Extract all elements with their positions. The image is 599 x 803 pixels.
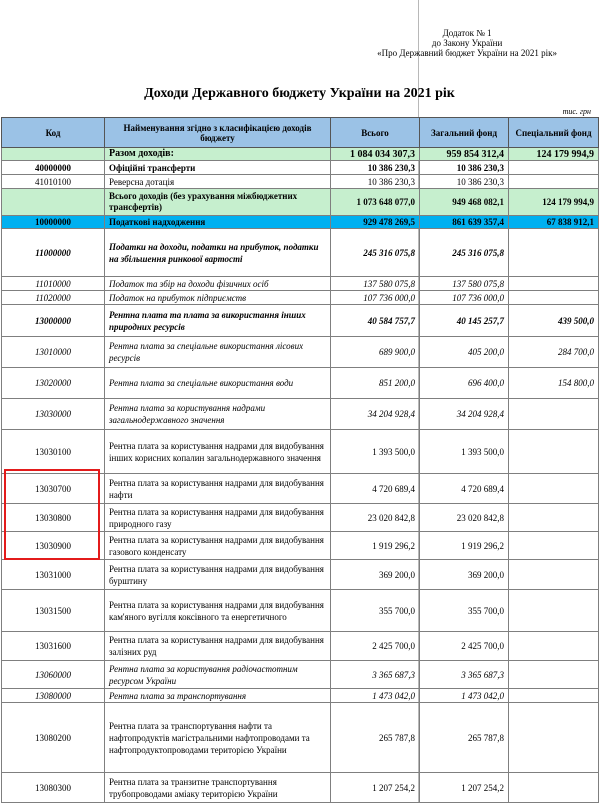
cell-total: 1 919 296,2	[331, 532, 420, 560]
table-header-row	[2, 118, 599, 148]
column-header-special: Спеціальний фонд	[509, 118, 599, 148]
table-row	[2, 399, 599, 430]
cell-name: Всього доходів (без урахування міжбюджетних трансфертів)	[105, 189, 331, 216]
document-title: Доходи Державного бюджету України на 2021 рік	[144, 86, 455, 101]
cell-name: Податок на прибуток підприємств	[105, 291, 331, 305]
cell-special	[509, 175, 599, 189]
revenue-table	[1, 117, 599, 803]
column-header-total: Всього	[331, 118, 420, 148]
cell-general: 3 365 687,3	[420, 661, 509, 689]
cell-total: 355 700,0	[331, 590, 420, 632]
column-header-name: Найменування згідно з класифікацією доходів бюджету	[105, 118, 331, 148]
cell-special	[509, 474, 599, 504]
cell-code: 13030800	[2, 504, 105, 532]
cell-name: Разом доходів:	[105, 148, 331, 161]
cell-total: 40 584 757,7	[331, 305, 420, 337]
cell-code: 11000000	[2, 229, 105, 277]
cell-total: 1 393 500,0	[331, 430, 420, 474]
cell-special	[509, 430, 599, 474]
table-row	[2, 229, 599, 277]
cell-general: 107 736 000,0	[420, 291, 509, 305]
cell-special	[509, 504, 599, 532]
cell-code: 11010000	[2, 277, 105, 291]
cell-special	[509, 773, 599, 803]
cell-total: 1 473 042,0	[331, 689, 420, 703]
cell-code: 40000000	[2, 161, 105, 175]
cell-name: Податок та збір на доходи фізичних осіб	[105, 277, 331, 291]
cell-name: Податкові надходження	[105, 216, 331, 229]
cell-general: 10 386 230,3	[420, 161, 509, 175]
cell-code: 10000000	[2, 216, 105, 229]
table-row	[2, 337, 599, 368]
table-row	[2, 532, 599, 560]
cell-total: 1 207 254,2	[331, 773, 420, 803]
cell-code: 13020000	[2, 368, 105, 399]
cell-total: 929 478 269,5	[331, 216, 420, 229]
cell-special	[509, 291, 599, 305]
cell-name: Реверсна дотація	[105, 175, 331, 189]
cell-total: 10 386 230,3	[331, 175, 420, 189]
cell-code: 13030100	[2, 430, 105, 474]
cell-total: 851 200,0	[331, 368, 420, 399]
addendum-line-1: Додаток № 1	[442, 28, 492, 38]
table-row	[2, 305, 599, 337]
cell-name: Рентна плата за транспортування нафти та нафтопродуктів магістральними нафтопроводами та нафтопродуктопроводами територією України	[105, 703, 331, 773]
cell-name: Рентна плата за користування надрами для видобування природного газу	[105, 504, 331, 532]
table-row	[2, 430, 599, 474]
cell-code: 13031500	[2, 590, 105, 632]
cell-general: 40 145 257,7	[420, 305, 509, 337]
table-row	[2, 474, 599, 504]
cell-general: 1 473 042,0	[420, 689, 509, 703]
cell-name: Рентна плата за користування надрами для видобування газового конденсату	[105, 532, 331, 560]
cell-code: 13030700	[2, 474, 105, 504]
cell-total: 245 316 075,8	[331, 229, 420, 277]
cell-general: 355 700,0	[420, 590, 509, 632]
column-header-general: Загальний фонд	[420, 118, 509, 148]
cell-total: 369 200,0	[331, 560, 420, 590]
cell-general: 1 919 296,2	[420, 532, 509, 560]
cell-general: 10 386 230,3	[420, 175, 509, 189]
cell-total: 137 580 075,8	[331, 277, 420, 291]
table-row	[2, 504, 599, 532]
cell-total: 689 900,0	[331, 337, 420, 368]
cell-special: 439 500,0	[509, 305, 599, 337]
cell-general: 23 020 842,8	[420, 504, 509, 532]
cell-code: 13031000	[2, 560, 105, 590]
cell-name: Рентна плата за користування надрами для видобування інших корисних копалин загальнодержавного значення	[105, 430, 331, 474]
cell-special	[509, 161, 599, 175]
table-row	[2, 368, 599, 399]
cell-special	[509, 632, 599, 661]
cell-general: 861 639 357,4	[420, 216, 509, 229]
cell-name: Рентна плата за користування радіочастотним ресурсом України	[105, 661, 331, 689]
cell-total: 1 084 034 307,3	[331, 148, 420, 161]
cell-name: Податки на доходи, податки на прибуток, податки на збільшення ринкової вартості	[105, 229, 331, 277]
table-row	[2, 277, 599, 291]
cell-general: 959 854 312,4	[420, 148, 509, 161]
cell-code: 41010100	[2, 175, 105, 189]
cell-code: 13060000	[2, 661, 105, 689]
cell-special: 124 179 994,9	[509, 148, 599, 161]
cell-code: 13080300	[2, 773, 105, 803]
cell-special	[509, 399, 599, 430]
cell-general: 2 425 700,0	[420, 632, 509, 661]
cell-code: 13080200	[2, 703, 105, 773]
cell-general: 1 207 254,2	[420, 773, 509, 803]
cell-code: 13010000	[2, 337, 105, 368]
cell-total: 3 365 687,3	[331, 661, 420, 689]
table-row	[2, 148, 599, 161]
cell-special: 124 179 994,9	[509, 189, 599, 216]
cell-name: Рентна плата за користування надрами для видобування нафти	[105, 474, 331, 504]
cell-general: 405 200,0	[420, 337, 509, 368]
cell-total: 1 073 648 077,0	[331, 189, 420, 216]
column-header-code: Код	[2, 118, 105, 148]
cell-special: 67 838 912,1	[509, 216, 599, 229]
cell-special	[509, 277, 599, 291]
cell-general: 245 316 075,8	[420, 229, 509, 277]
table-row	[2, 291, 599, 305]
cell-code: 11020000	[2, 291, 105, 305]
cell-special	[509, 661, 599, 689]
cell-code: 13080000	[2, 689, 105, 703]
cell-total: 23 020 842,8	[331, 504, 420, 532]
cell-code	[2, 148, 105, 161]
cell-name: Рентна плата за користування надрами для видобування бурштину	[105, 560, 331, 590]
table-row	[2, 189, 599, 216]
cell-code: 13030900	[2, 532, 105, 560]
cell-general: 137 580 075,8	[420, 277, 509, 291]
table-row	[2, 175, 599, 189]
table-row	[2, 560, 599, 590]
table-row	[2, 216, 599, 229]
cell-general: 369 200,0	[420, 560, 509, 590]
cell-name: Рентна плата за спеціальне використання води	[105, 368, 331, 399]
cell-name: Рентна плата за спеціальне використання лісових ресурсів	[105, 337, 331, 368]
table-row	[2, 703, 599, 773]
cell-special	[509, 689, 599, 703]
cell-special	[509, 703, 599, 773]
cell-general: 265 787,8	[420, 703, 509, 773]
table-row	[2, 590, 599, 632]
cell-total: 4 720 689,4	[331, 474, 420, 504]
units-label: тис. грн	[562, 107, 591, 116]
cell-special	[509, 590, 599, 632]
cell-general: 1 393 500,0	[420, 430, 509, 474]
cell-general: 34 204 928,4	[420, 399, 509, 430]
cell-code: 13030000	[2, 399, 105, 430]
addendum-line-3: «Про Державний бюджет України на 2021 рік»	[377, 48, 557, 58]
cell-code: 13031600	[2, 632, 105, 661]
cell-total: 34 204 928,4	[331, 399, 420, 430]
cell-special	[509, 532, 599, 560]
cell-code: 13000000	[2, 305, 105, 337]
table-row	[2, 161, 599, 175]
cell-name: Рентна плата за користування надрами для видобування залізних руд	[105, 632, 331, 661]
table-row	[2, 661, 599, 689]
cell-total: 2 425 700,0	[331, 632, 420, 661]
cell-total: 107 736 000,0	[331, 291, 420, 305]
table-row	[2, 632, 599, 661]
cell-general: 949 468 082,1	[420, 189, 509, 216]
cell-name: Рентна плата за користування надрами для видобування кам'яного вугілля коксівного та енергетичного	[105, 590, 331, 632]
cell-special	[509, 560, 599, 590]
cell-name: Рентна плата за транспортування	[105, 689, 331, 703]
cell-special: 284 700,0	[509, 337, 599, 368]
addendum-note	[377, 28, 557, 58]
cell-name: Рентна плата за транзитне транспортування трубопроводами аміаку територією України	[105, 773, 331, 803]
cell-general: 4 720 689,4	[420, 474, 509, 504]
cell-special: 154 800,0	[509, 368, 599, 399]
cell-total: 265 787,8	[331, 703, 420, 773]
cell-name: Рентна плата за користування надрами загальнодержавного значення	[105, 399, 331, 430]
addendum-line-2: до Закону України	[431, 38, 503, 48]
cell-special	[509, 229, 599, 277]
cell-name: Офіційні трансферти	[105, 161, 331, 175]
table-row	[2, 689, 599, 703]
cell-total: 10 386 230,3	[331, 161, 420, 175]
cell-general: 696 400,0	[420, 368, 509, 399]
cell-code	[2, 189, 105, 216]
table-row	[2, 773, 599, 803]
cell-name: Рентна плата та плата за використання інших природних ресурсів	[105, 305, 331, 337]
